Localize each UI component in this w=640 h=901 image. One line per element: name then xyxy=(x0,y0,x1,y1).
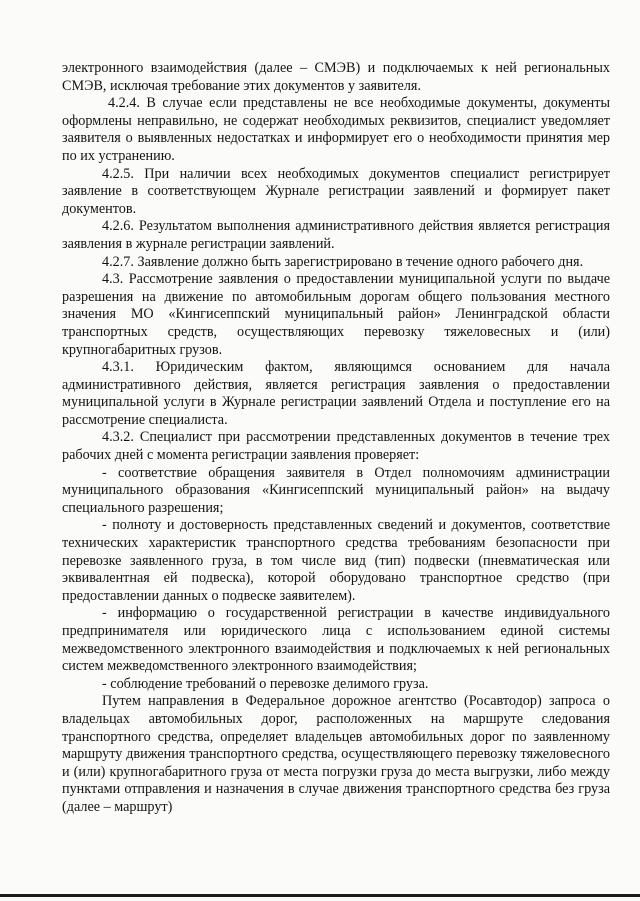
paragraph-route-request: Путем направления в Федеральное дорожное агентство (Росавтодор) запроса о владельцах автомобильных дорог, расположенных на маршруте следования транспортного средства, определяет владельцев автомобильных дорог по заявленному маршруту движения транспортного средства, осуществляющего перевозку тяжеловесного и (или) крупногабаритного груза от места погрузки груза до места выгрузки, либо между пунктами отправления и назначения в случае движения транспортного средства без груза (далее – маршрут) xyxy=(62,693,610,815)
list-item-authority-check: - соответствие обращения заявителя в Отдел полномочиям администрации муниципального образования «Кингисеппский муниципальный район» на выдачу специального разрешения; xyxy=(62,464,610,516)
list-item-registration-info: - информацию о государственной регистрации в качестве индивидуального предпринимателя или юридического лица с использованием единой системы межведомственного электронного взаимодействия и подключаемых к ней региональных систем межведомственного электронного взаимодействия; xyxy=(62,605,610,675)
page-bottom-edge xyxy=(0,894,640,897)
document-page xyxy=(62,60,610,817)
paragraph-4-3-1: 4.3.1. Юридическим фактом, являющимся основанием для начала административного действия, является регистрация заявления о предоставлении муниципальной услуги в Журнале регистрации заявлений Отдела и поступление его на рассмотрение специалиста. xyxy=(62,359,610,428)
paragraph-4-3-2: 4.3.2. Специалист при рассмотрении представленных документов в течение трех рабочих дней с момента регистрации заявления проверяет: xyxy=(62,429,610,464)
paragraph-4-3: 4.3. Рассмотрение заявления о предоставлении муниципальной услуги по выдаче разрешения на движение по автомобильным дорогам общего пользования местного значения МО «Кингисеппский муниципальный район» Ленинградской области транспортных средств, осуществляющих перевозку тяжеловесных и (или) крупногабаритных грузов. xyxy=(62,271,610,358)
paragraph-4-2-5: 4.2.5. При наличии всех необходимых документов специалист регистрирует заявление в соответствующем Журнале регистрации заявлений и формирует пакет документов. xyxy=(62,165,610,217)
paragraph-4-2-7: 4.2.7. Заявление должно быть зарегистрировано в течение одного рабочего дня. xyxy=(102,253,584,270)
paragraph-4-2-6: 4.2.6. Результатом выполнения административного действия является регистрация заявления в журнале регистрации заявлений. xyxy=(62,218,610,252)
list-item-completeness-check: - полноту и достоверность представленных сведений и документов, соответствие технических характеристик транспортного средства требованиям безопасности при перевозке заявленного груза, в том числе вид (тип) подвески (пневматическая или эквивалентная ей подвеска), которой оборудовано транспортное средство (при предоставлении данных о подвеске заявителем). xyxy=(62,517,610,604)
list-item-divisible-cargo: - соблюдение требований о перевозке делимого груза. xyxy=(102,675,429,692)
paragraph-smev-continuation: электронного взаимодействия (далее – СМЭВ) и подключаемых к ней региональных СМЭВ, исключая требование этих документов у заявителя. xyxy=(62,60,610,94)
paragraph-4-2-4: 4.2.4. В случае если представлены не все необходимые документы, документы оформлены неправильно, не содержат необходимых реквизитов, специалист уведомляет заявителя о выявленных недостатках и информирует его о необходимости принятия мер по их устранению. xyxy=(62,95,610,164)
